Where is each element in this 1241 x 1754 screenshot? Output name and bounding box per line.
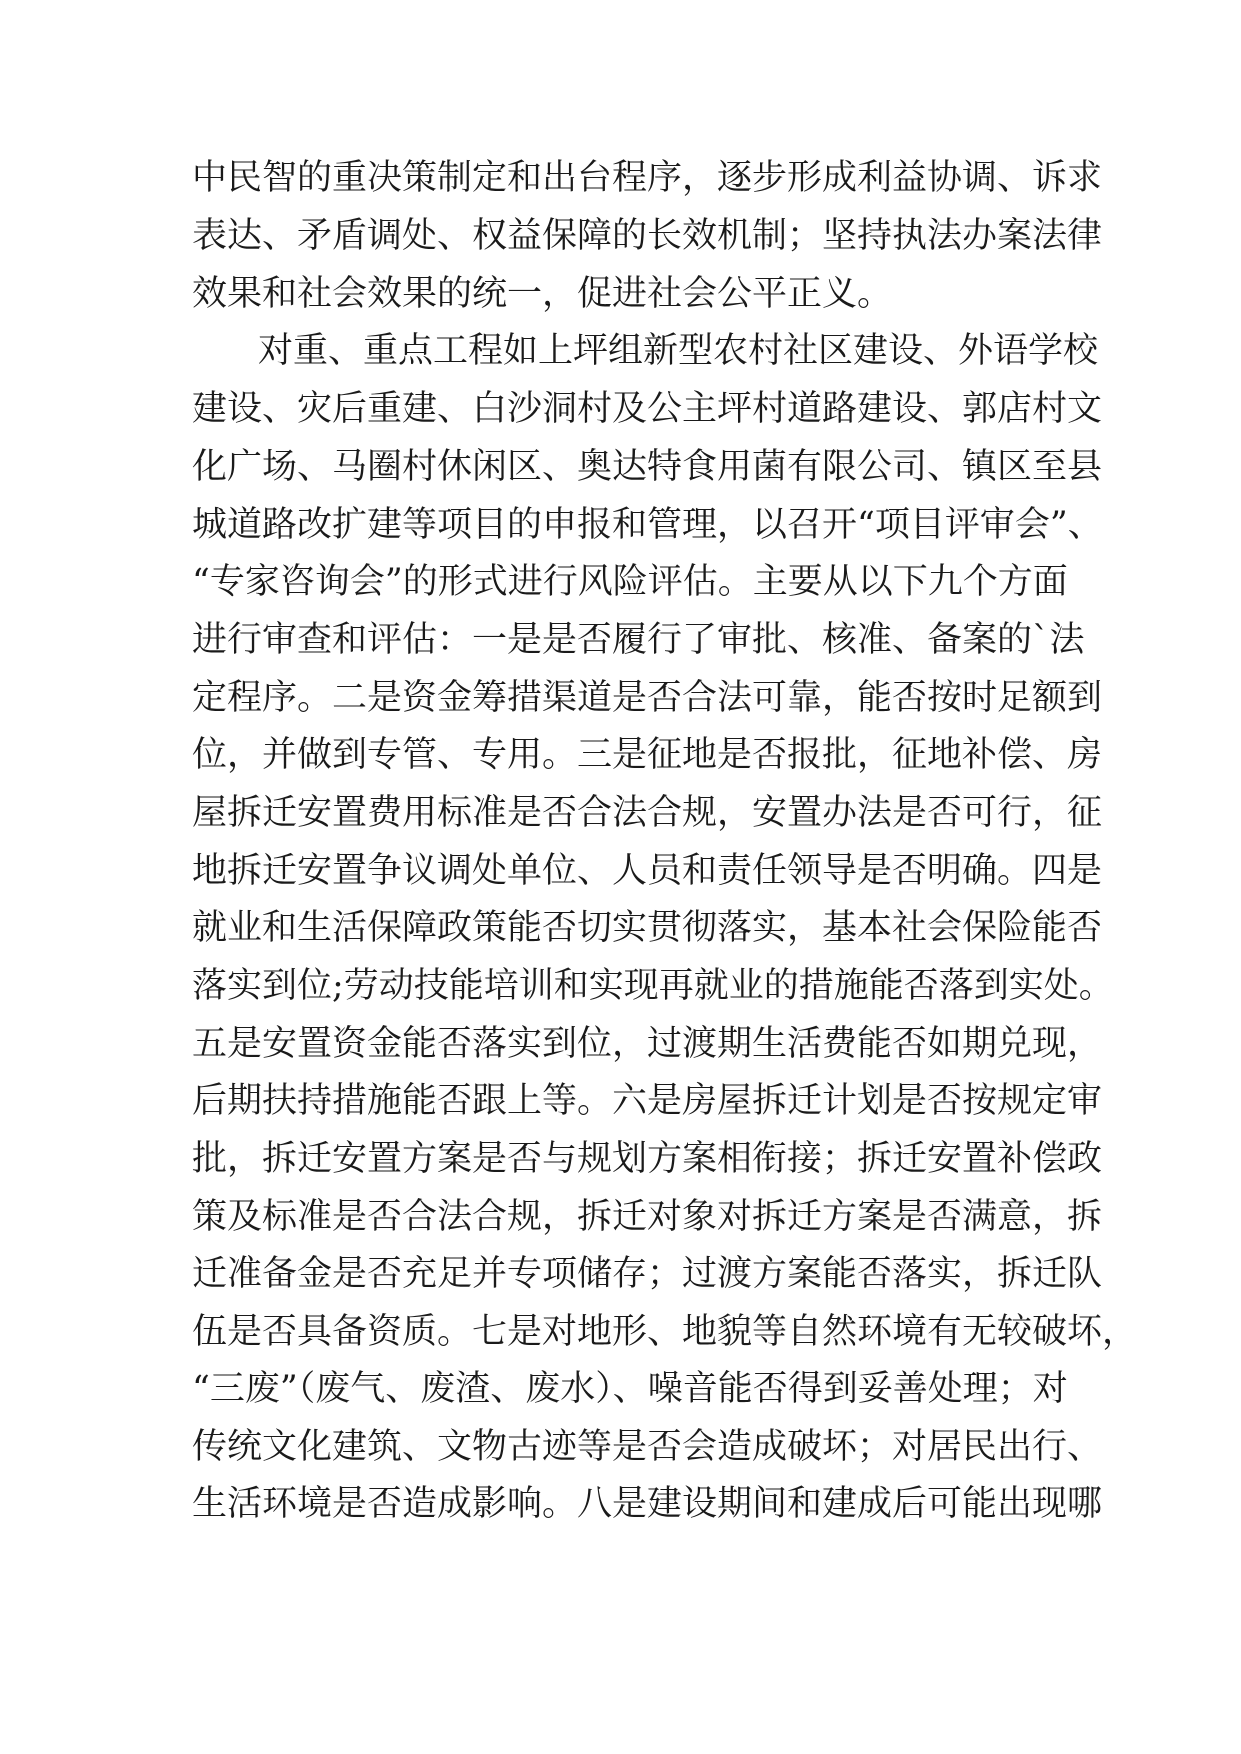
text-line: 屋拆迁安置费用标准是否合法合规，安置办法是否可行，征	[192, 793, 1103, 833]
paragraph-first-line: 对重、重点工程如上坪组新型农村社区建设、外语学校	[258, 331, 1099, 371]
text-line: 五是安置资金能否落实到位，过渡期生活费能否如期兑现，	[192, 1024, 1103, 1064]
text-line: 生活环境是否造成影响。八是建设期间和建成后可能出现哪	[192, 1484, 1103, 1524]
text-line: 策及标准是否合法合规，拆迁对象对拆迁方案是否满意，拆	[192, 1197, 1103, 1237]
text-line: 中民智的重决策制定和出台程序，逐步形成利益协调、诉求	[192, 158, 1103, 198]
text-line: 效果和社会效果的统一，促进社会公平正义。	[192, 274, 893, 314]
text-line: 传统文化建筑、文物古迹等是否会造成破坏；对居民出行、	[192, 1427, 1103, 1467]
text-line: 化广场、马圈村休闲区、奥达特食用菌有限公司、镇区至县	[192, 447, 1103, 487]
text-line: 位，并做到专管、专用。三是征地是否报批，征地补偿、房	[192, 735, 1103, 775]
text-line: “三废”（废气、废渣、废水）、噪音能否得到妥善处理；对	[192, 1369, 1068, 1409]
text-line: 城道路改扩建等项目的申报和管理，以召开“项目评审会”、	[192, 505, 1103, 545]
text-line: 定程序。二是资金筹措渠道是否合法可靠，能否按时足额到	[192, 678, 1103, 718]
text-line: 就业和生活保障政策能否切实贯彻落实，基本社会保险能否	[192, 908, 1103, 948]
text-line: 迁准备金是否充足并专项储存；过渡方案能否落实，拆迁队	[192, 1254, 1103, 1294]
text-line: 进行审查和评估：一是是否履行了审批、核准、备案的`法	[192, 620, 1085, 660]
text-line: 建设、灾后重建、白沙洞村及公主坪村道路建设、郭店村文	[192, 389, 1103, 429]
text-line: 伍是否具备资质。七是对地形、地貌等自然环境有无较破坏，	[192, 1312, 1138, 1352]
text-line: “专家咨询会”的形式进行风险评估。主要从以下九个方面	[192, 562, 1068, 602]
text-line: 表达、矛盾调处、权益保障的长效机制；坚持执法办案法律	[192, 216, 1103, 256]
text-line: 批，拆迁安置方案是否与规划方案相衔接；拆迁安置补偿政	[192, 1139, 1103, 1179]
text-line: 后期扶持措施能否跟上等。六是房屋拆迁计划是否按规定审	[192, 1081, 1103, 1121]
text-line: 落实到位;劳动技能培训和实现再就业的措施能否落到实处。	[192, 966, 1114, 1006]
text-line: 地拆迁安置争议调处单位、人员和责任领导是否明确。四是	[192, 851, 1103, 891]
